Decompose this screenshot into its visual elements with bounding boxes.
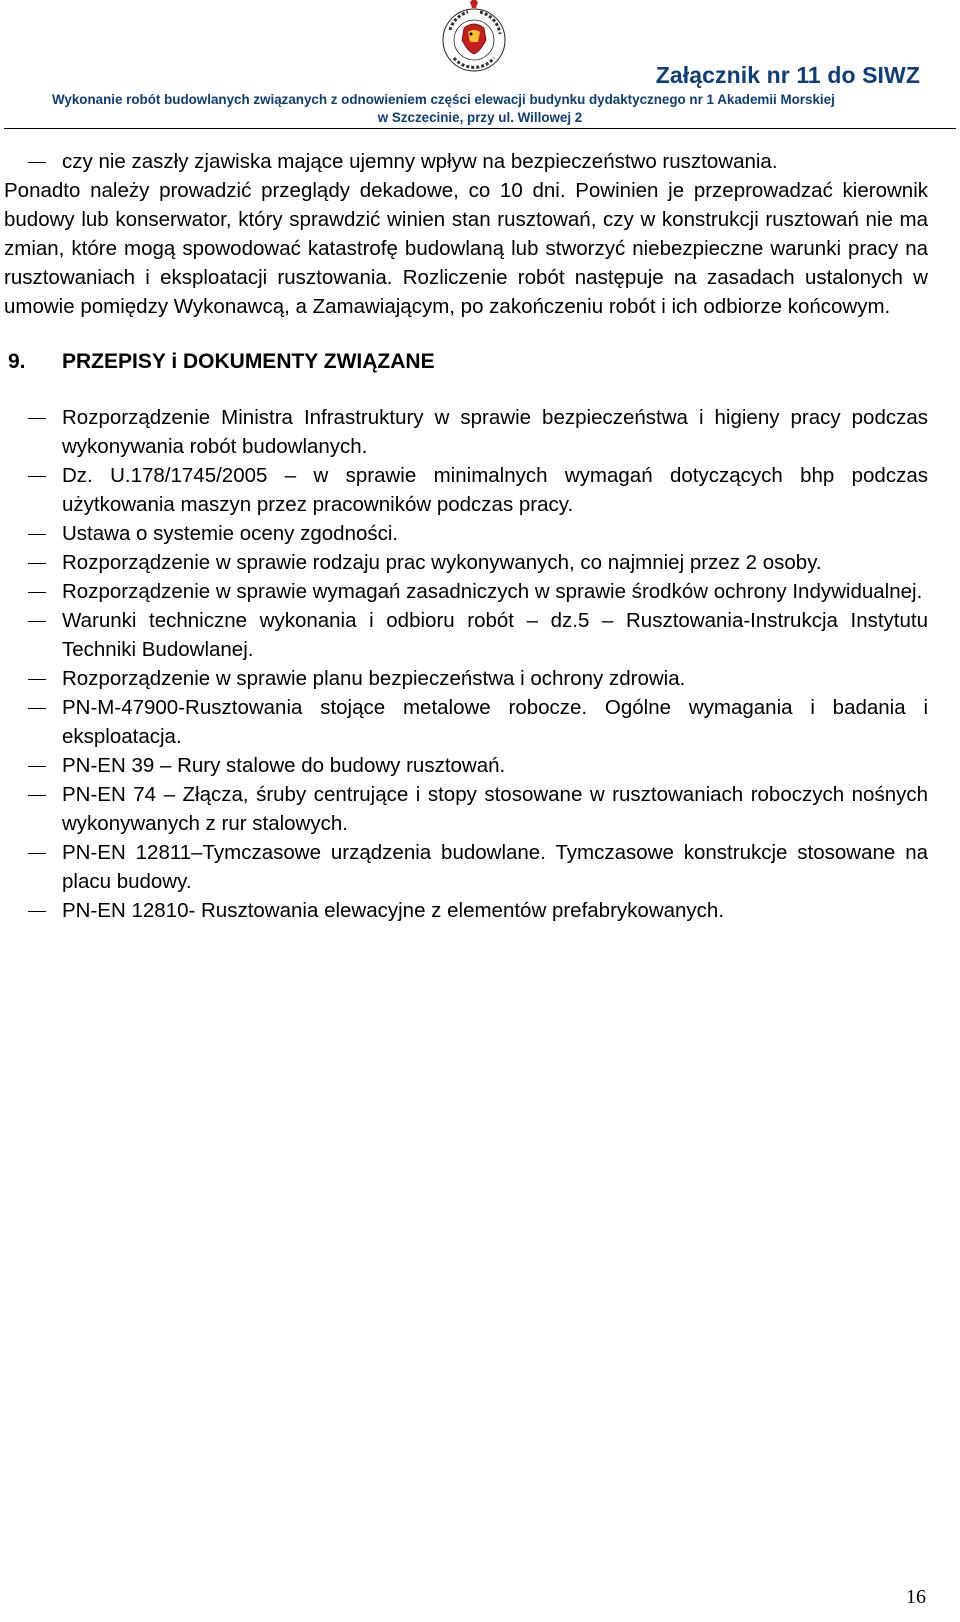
list-item bbox=[4, 896, 928, 925]
dash-bullet-icon bbox=[28, 476, 46, 477]
regulations-list bbox=[4, 403, 928, 925]
list-item bbox=[4, 780, 928, 838]
dash-bullet-icon bbox=[28, 911, 46, 912]
dash-bullet-icon bbox=[28, 592, 46, 593]
header-divider bbox=[4, 128, 956, 129]
dash-bullet-icon bbox=[28, 708, 46, 709]
list-item bbox=[4, 548, 928, 577]
list-item bbox=[4, 461, 928, 519]
list-item bbox=[4, 147, 928, 176]
dash-bullet-icon bbox=[28, 853, 46, 854]
annex-title: Załącznik nr 11 do SIWZ bbox=[655, 62, 920, 88]
document-body bbox=[4, 147, 928, 925]
project-title: Wykonanie robót budowlanych związanych z odnowieniem części elewacji budynku dydaktycznego nr 1 Akademii Morskiej bbox=[52, 92, 835, 107]
page-number: 16 bbox=[906, 1586, 926, 1608]
list-item bbox=[4, 664, 928, 693]
dash-bullet-icon bbox=[28, 162, 46, 163]
list-item bbox=[4, 403, 928, 461]
list-item bbox=[4, 751, 928, 780]
list-item-text: Warunki techniczne wykonania i odbioru robót – dz.5 – Rusztowania-Instrukcja Instytutu Techniki Budowlanej. bbox=[62, 609, 928, 661]
dash-bullet-icon bbox=[28, 679, 46, 680]
list-item-text: Rozporządzenie Ministra Infrastruktury w sprawie bezpieczeństwa i higieny pracy podczas wykonywania robót budowlanych. bbox=[62, 406, 928, 458]
page-header bbox=[0, 0, 960, 130]
dash-bullet-icon bbox=[28, 563, 46, 564]
dash-bullet-icon bbox=[28, 795, 46, 796]
paragraph: Ponadto należy prowadzić przeglądy dekadowe, co 10 dni. Powinien je przeprowadzać kierownik budowy lub konserwator, który sprawdzić winien stan rusztowań, czy w konstrukcji rusztowań nie ma zmian, które mogą spowodować katastrofę budowlaną lub stworzyć niebezpieczne warunki pracy na rusztowaniach i eksploatacji rusztowania. Rozliczenie robót następuje na zasadach ustalonych w umowie pomiędzy Wykonawcą, a Zamawiającym, po zakończeniu robót i ich odbiorze końcowym. bbox=[4, 179, 928, 318]
list-item bbox=[4, 838, 928, 896]
section-number: 9. bbox=[8, 350, 26, 373]
list-item bbox=[4, 693, 928, 751]
list-item-text: PN-EN 39 – Rury stalowe do budowy rusztowań. bbox=[62, 754, 506, 777]
list-item-text: Rozporządzenie w sprawie rodzaju prac wykonywanych, co najmniej przez 2 osoby. bbox=[62, 551, 822, 574]
list-item-text: PN-EN 12810- Rusztowania elewacyjne z elementów prefabrykowanych. bbox=[62, 899, 725, 922]
dash-bullet-icon bbox=[28, 621, 46, 622]
list-item-text: Ustawa o systemie oceny zgodności. bbox=[62, 522, 399, 545]
list-item bbox=[4, 606, 928, 664]
list-item-text: PN-EN 74 – Złącza, śruby centrujące i stopy stosowane w rusztowaniach roboczych nośnych wykonywanych z rur stalowych. bbox=[62, 783, 928, 835]
list-item-text: Rozporządzenie w sprawie wymagań zasadniczych w sprawie środków ochrony Indywidualnej. bbox=[62, 580, 923, 603]
academy-logo-icon bbox=[440, 0, 508, 78]
section-heading bbox=[4, 347, 928, 376]
list-item-text: Dz. U.178/1745/2005 – w sprawie minimalnych wymagań dotyczących bhp podczas użytkowania maszyn przez pracowników podczas pracy. bbox=[62, 464, 928, 516]
section-title: PRZEPISY i DOKUMENTY ZWIĄZANE bbox=[62, 350, 435, 373]
project-address: w Szczecinie, przy ul. Willowej 2 bbox=[377, 110, 583, 125]
list-item-text: PN-EN 12811–Tymczasowe urządzenia budowlane. Tymczasowe konstrukcje stosowane na placu budowy. bbox=[62, 841, 928, 893]
dash-bullet-icon bbox=[28, 534, 46, 535]
list-item-text: Rozporządzenie w sprawie planu bezpieczeństwa i ochrony zdrowia. bbox=[62, 667, 686, 690]
list-item-text: czy nie zaszły zjawiska mające ujemny wpływ na bezpieczeństwo rusztowania. bbox=[62, 150, 778, 173]
dash-bullet-icon bbox=[28, 418, 46, 419]
dash-bullet-icon bbox=[28, 766, 46, 767]
list-item bbox=[4, 519, 928, 548]
list-item-text: PN-M-47900-Rusztowania stojące metalowe robocze. Ogólne wymagania i badania i eksploatacja. bbox=[62, 696, 928, 748]
list-item bbox=[4, 577, 928, 606]
